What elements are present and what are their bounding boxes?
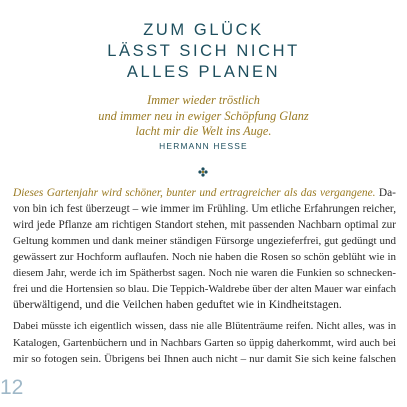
paragraph-2-line: Dabei müsste ich eigentlich wissen, dass nie alle Blütenträume reifen. Nicht alles, was in (13, 321, 396, 332)
paragraph-1-line: überwältigend, und die Veilchen haben geduftet wie in Kindheitstagen. (13, 298, 342, 311)
paragraph-1-line-1 (13, 185, 396, 201)
paragraph-1-line: von bin ich fest überzeugt – wie immer im Frühling. Um etliche Erfahrungen reicher, (13, 203, 396, 215)
page-number: 12 (0, 376, 24, 399)
paragraph-1-line: gewässert zur Hochform auflaufen. Noch nie haben die Rosen so schön geblüht wie in (13, 251, 396, 263)
paragraph-1-line: frei und die Hortensien so blau. Die Teppich-Waldrebe über der alten Mauer war einfach (13, 283, 396, 295)
poem-line-3: lacht mir die Welt ins Auge. (135, 124, 272, 138)
epigraph-poem (0, 93, 407, 140)
heading-line-2: LÄSST SICH NICHT (107, 42, 300, 60)
epigraph-author: HERMANN HESSE (159, 141, 248, 151)
heading-line-1: ZUM GLÜCK (143, 21, 264, 39)
heading-line-3: ALLES PLANEN (126, 63, 281, 81)
paragraph-1-line: Geltung kommen und dank meiner ständigen Fürsorge ungezieferfrei, gut gedüngt und (13, 235, 396, 247)
flower-ornament-icon (196, 165, 210, 179)
lead-sentence: Dieses Gartenjahr wird schöner, bunter und ertragreicher als das vergangene. (13, 187, 376, 199)
body-text (13, 185, 396, 367)
lead-line-rest: Da- (375, 187, 396, 199)
paragraph-2-line: mir so fotogen sein. Übrigens bei Ihnen auch nicht – nur damit Sie sich keine falschen (13, 353, 396, 365)
chapter-heading (0, 20, 407, 83)
paragraph-2-line: Katalogen, Gartenbüchern und in Nachbars Garten so üppig daherkommt, wird auch bei (13, 337, 396, 349)
poem-line-1: Immer wieder tröstlich (147, 93, 260, 107)
paragraph-1-line: diesem Jahr, werde ich im Spätherbst sagen. Noch nie waren die Funkien so schnecken- (13, 267, 396, 279)
paragraph-1-line: wird jede Pflanze am richtigen Standort stehen, mit passenden Nachbarn optimal zur (13, 219, 396, 231)
poem-line-2: und immer neu in ewiger Schöpfung Glanz (98, 108, 309, 123)
